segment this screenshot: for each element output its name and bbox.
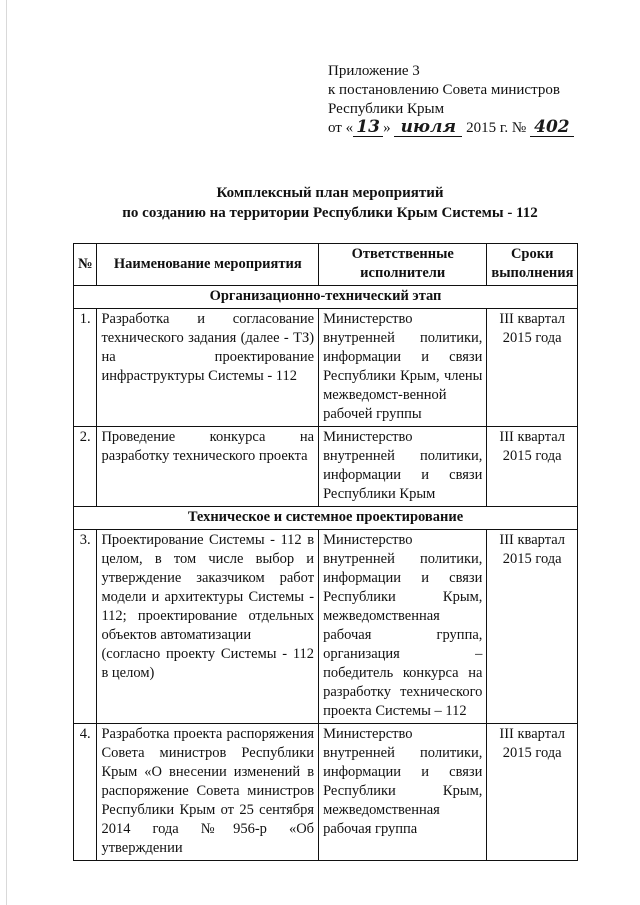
row-executors: Министерство внутренней политики, информации и связи Республики Крым, члены межведомст-венной рабочей группы (319, 309, 487, 427)
appendix-block (328, 62, 574, 138)
date-month: июля (394, 119, 462, 137)
header-name: Наименование мероприятия (97, 244, 319, 286)
appendix-line-2: к постановлению Совета министров (328, 82, 560, 98)
table-row (74, 724, 578, 861)
stage-title: Организационно-технический этап (74, 286, 578, 309)
stage-row (74, 286, 578, 309)
document-title (70, 183, 590, 223)
table-header-row (74, 244, 578, 286)
title-line-1: Комплексный план мероприятий (216, 185, 444, 201)
appendix-line-1: Приложение 3 (328, 63, 420, 79)
row-num: 4. (74, 724, 97, 861)
row-num: 3. (74, 530, 97, 724)
date-day: 13 (353, 119, 383, 137)
scan-edge (6, 0, 7, 905)
date-prefix: от « (328, 120, 354, 136)
row-num: 1. (74, 309, 97, 427)
row-num: 2. (74, 427, 97, 507)
row-name: Проведение конкурса на разработку технического проекта (97, 427, 319, 507)
row-executors: Министерство внутренней политики, информации и связи Республики Крым, межведомственная рабочая группа (319, 724, 487, 861)
row-deadline: III квартал 2015 года (487, 530, 578, 724)
plan-table (73, 243, 578, 861)
appendix-line-3: Республики Крым (328, 101, 445, 117)
appendix-date-line (328, 119, 574, 138)
date-year: 2015 г. (466, 120, 509, 136)
decree-number: 402 (530, 119, 574, 137)
row-deadline: III квартал 2015 года (487, 309, 578, 427)
row-name-note: (согласно проекту Системы - 112 в целом) (101, 646, 315, 681)
row-name: Разработка проекта распоряжения Совета министров Республики Крым «О внесении изменений в распоряжение Совета министров Республики Крым от 25 сентября 2014 года №956-р «Об утверждении (97, 724, 319, 861)
header-num: № (74, 244, 97, 286)
title-line-2: по созданию на территории Республики Крым Системы - 112 (122, 205, 538, 221)
table-row (74, 309, 578, 427)
table-row (74, 427, 578, 507)
row-deadline: III квартал 2015 года (487, 724, 578, 861)
table-row (74, 530, 578, 724)
row-executors: Министерство внутренней политики, информации и связи Республики Крым, межведомственная рабочая группа, организация – победитель конкурса на разработку технического проекта Системы – 112 (319, 530, 487, 724)
number-sign: № (511, 120, 527, 136)
row-executors: Министерство внутренней политики, информации и связи Республики Крым (319, 427, 487, 507)
date-day-close: » (383, 120, 391, 136)
header-executors: Ответственные исполнители (319, 244, 487, 286)
row-name: Проектирование Системы - 112 в целом, в том числе выбор и утверждение заказчиком работ модели и архитектуры Системы - 112; проектирование отдельных объектов автоматизации (101, 532, 315, 643)
row-name-cell (97, 530, 319, 724)
row-deadline: III квартал 2015 года (487, 427, 578, 507)
stage-row (74, 507, 578, 530)
stage-title: Техническое и системное проектирование (74, 507, 578, 530)
header-deadline: Сроки выполнения (487, 244, 578, 286)
row-name: Разработка и согласование технического задания (далее - ТЗ) на проектирование инфраструктуры Системы - 112 (97, 309, 319, 427)
